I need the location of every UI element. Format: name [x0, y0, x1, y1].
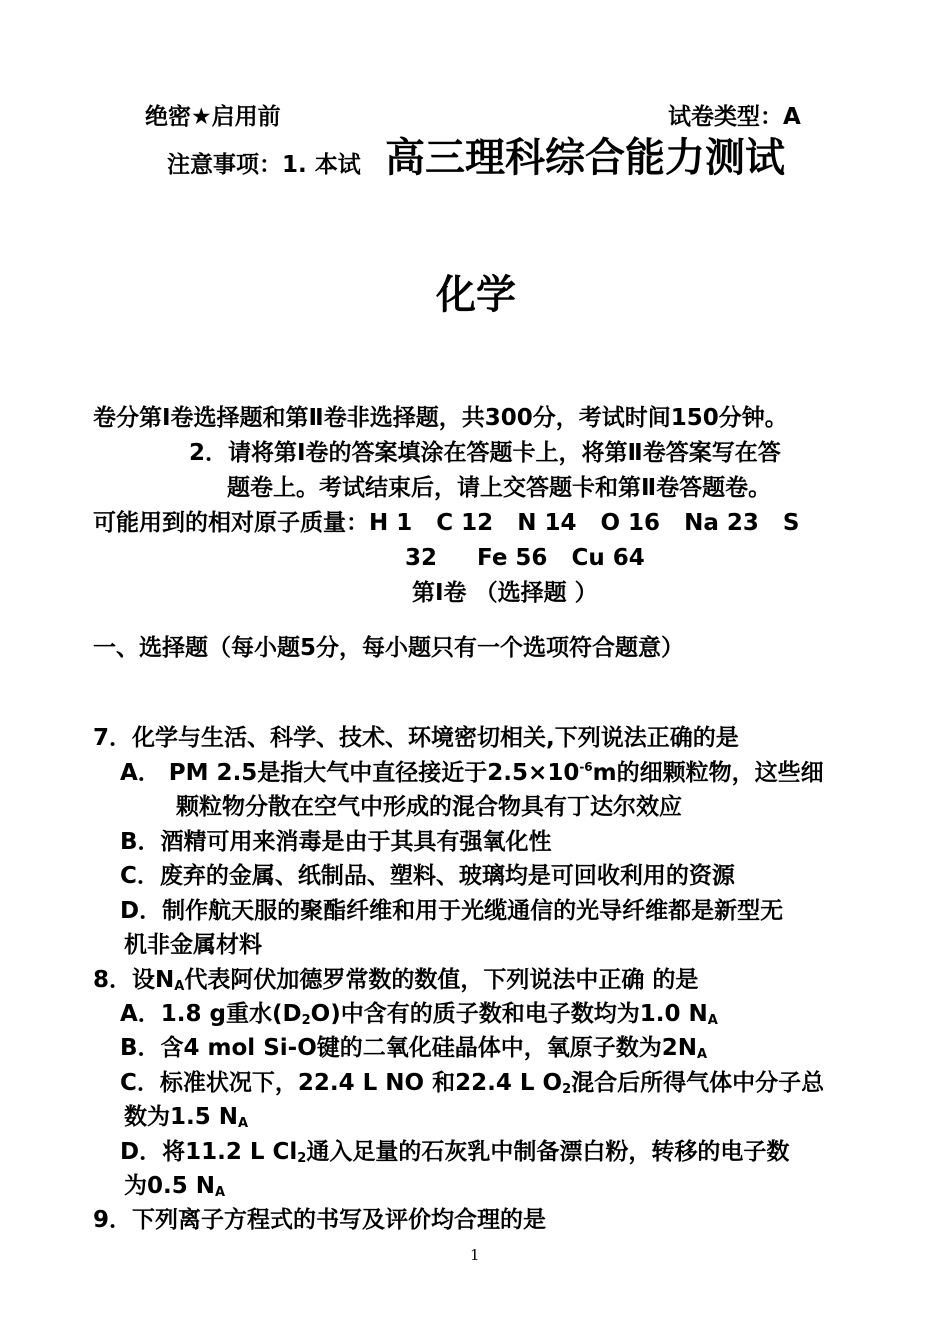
question-8-stem: 8．设$N_A$代表阿伏加德罗常数的数值，下列说法中正确 的是: [93, 967, 699, 994]
question-7-option-d-cont: 机非金属材料: [124, 932, 262, 958]
question-7-option-b: B．酒精可用来消毒是由于其具有强氧化性: [120, 829, 552, 855]
page-title: 高三理科综合能力测试: [385, 135, 785, 181]
question-8-option-c: C．标准状况下，22.4 L NO 和22.4 L $O_2$混合后所得气体中分子总: [120, 1070, 825, 1097]
page-number: 1: [470, 1246, 480, 1264]
question-7-option-a-cont: 颗粒物分散在空气中形成的混合物具有丁达尔效应: [176, 794, 682, 820]
question-8-option-d-cont: 为0.5 $N_A$: [124, 1173, 226, 1200]
subject-title: 化学: [436, 272, 516, 318]
atomic-masses-line-2: 32 Fe 56 Cu 64: [405, 545, 645, 571]
question-7-option-c: C．废弃的金属、纸制品、塑料、玻璃均是可回收利用的资源: [120, 863, 735, 889]
notes-line-1: 卷分第Ⅰ卷选择题和第Ⅱ卷非选择题，共300分，考试时间150分钟。: [93, 405, 788, 431]
notes-prefix: 注意事项：1. 本试: [167, 152, 361, 178]
paper-type-label: 试卷类型：A: [668, 104, 801, 130]
question-9-stem: 9．下列离子方程式的书写及评价均合理的是: [93, 1207, 547, 1233]
notes-line-2: 2．请将第Ⅰ卷的答案填涂在答题卡上，将第Ⅱ卷答案写在答: [189, 440, 781, 466]
question-8-option-b: B．含4 mol Si-O键的二氧化硅晶体中，氧原子数为$2N_A$: [120, 1035, 708, 1062]
part-heading: 一、选择题（每小题5分，每小题只有一个选项符合题意）: [93, 635, 685, 661]
question-7-option-d: D．制作航天服的聚酯纤维和用于光缆通信的光导纤维都是新型无: [120, 898, 784, 924]
question-8-option-c-cont: 数为1.5 $N_A$: [124, 1104, 249, 1131]
question-7-stem: 7．化学与生活、科学、技术、环境密切相关,下列说法正确的是: [93, 725, 739, 751]
secret-label: 绝密★启用前: [145, 104, 281, 130]
atomic-masses-line-1: 可能用到的相对原子质量：H 1 C 12 N 14 O 16 Na 23 S: [93, 510, 800, 536]
question-8-option-a: A．1.8 g重水$(D_2O)$中含有的质子数和电子数均为1.0 $N_A$: [120, 1001, 718, 1028]
question-8-option-d: D．将11.2 L $Cl_2$通入足量的石灰乳中制备漂白粉，转移的电子数: [120, 1139, 790, 1166]
question-7-option-a: A． PM 2.5是指大气中直径接近于$2.5\times 10^{-6}m$的细颗粒物，这些细: [120, 760, 824, 786]
notes-line-3: 题卷上。考试结束后，请上交答题卡和第Ⅱ卷答题卷。: [227, 475, 772, 501]
section-heading: 第Ⅰ卷 （选择题 ）: [412, 580, 598, 606]
